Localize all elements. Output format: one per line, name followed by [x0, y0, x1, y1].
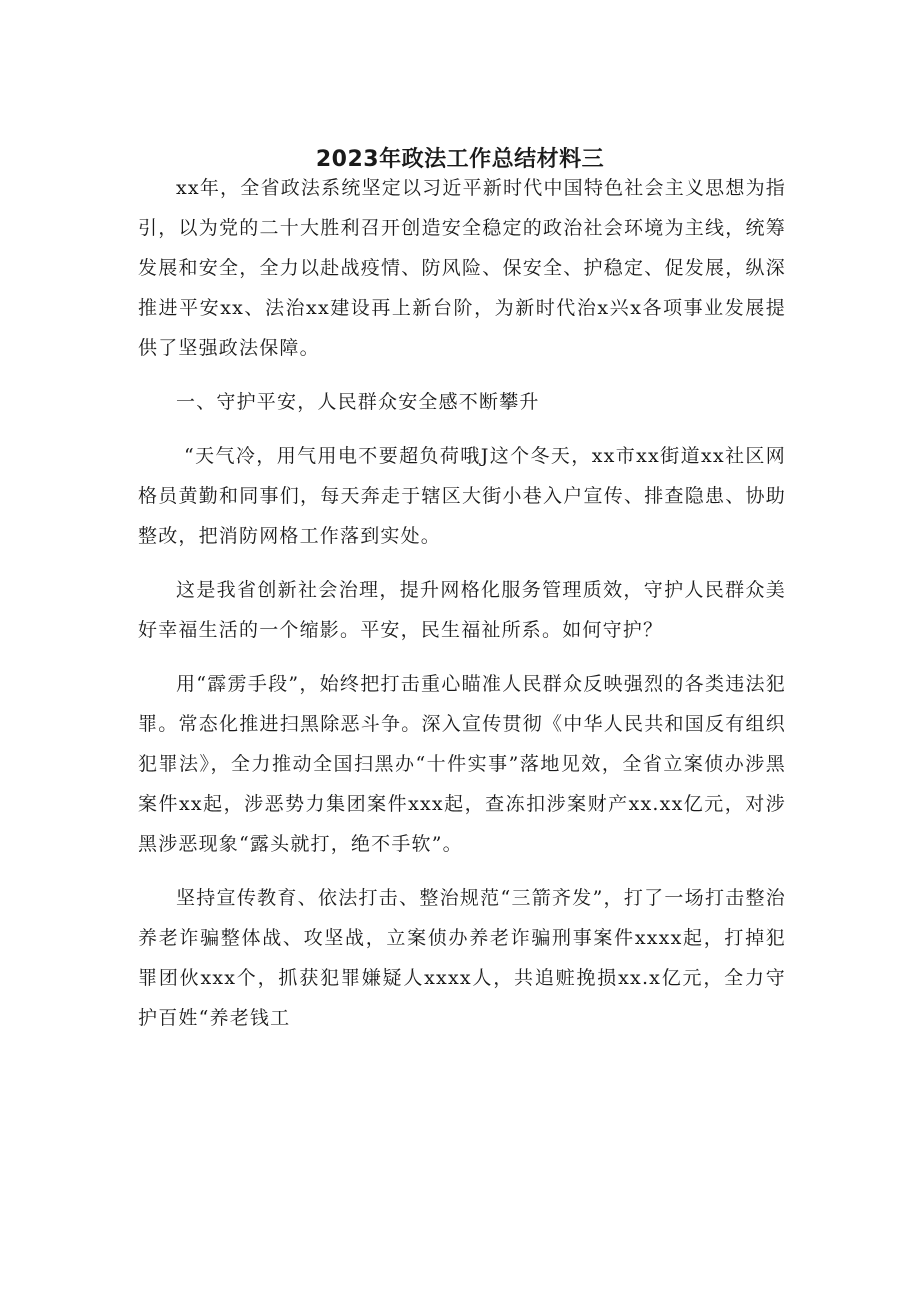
document-title: 2023年政法工作总结材料三: [315, 147, 605, 172]
paragraph-grid-worker: “天气冷，用气用电不要超负荷哦J这个冬天，xx市xx街道xx社区网格员黄勤和同事们，每天奔走于辖区大街小巷入户宣传、排查隐患、协助整改，把消防网格工作落到实处。: [138, 445, 786, 547]
paragraph-social-governance: 这是我省创新社会治理，提升网格化服务管理质效，守护人民群众美好幸福生活的一个缩影。平安，民生福祉所系。如何守护？: [138, 579, 786, 641]
document-body: [138, 168, 786, 1038]
paragraph-intro: xx年，全省政法系统坚定以习近平新时代中国特色社会主义思想为指引，以为党的二十大胜利召开创造安全稳定的政治社会环境为主线，统筹发展和安全，全力以赴战疫情、防风险、保安全、护稳定、促发展，纵深推进平安xx、法治xx建设再上新台阶，为新时代治x兴x各项事业发展提供了坚强政法保障。: [138, 177, 786, 359]
section-heading-1: 一、守护平安，人民群众安全感不断攀升: [176, 391, 540, 413]
paragraph-crime-crackdown: 用“霹雳手段”，始终把打击重心瞄准人民群众反映强烈的各类违法犯罪。常态化推进扫黑除恶斗争。深入宣传贯彻《中华人民共和国反有组织犯罪法》，全力推动全国扫黑办“十件实事”落地见效，全省立案侦办涉黑案件xx起，涉恶势力集团案件xxx起，查冻扣涉案财产xx.xx亿元，对涉黑涉恶现象“露头就打，绝不手软”。: [138, 673, 786, 855]
paragraph-elderly-fraud: 坚持宣传教育、依法打击、整治规范“三箭齐发”，打了一场打击整治养老诈骗整体战、攻坚战，立案侦办养老诈骗刑事案件xxxx起，打掉犯罪团伙xxx个，抓获犯罪嫌疑人xxxx人，共追赃挽损xx.x亿元，全力守护百姓“养老钱工: [138, 887, 786, 1029]
